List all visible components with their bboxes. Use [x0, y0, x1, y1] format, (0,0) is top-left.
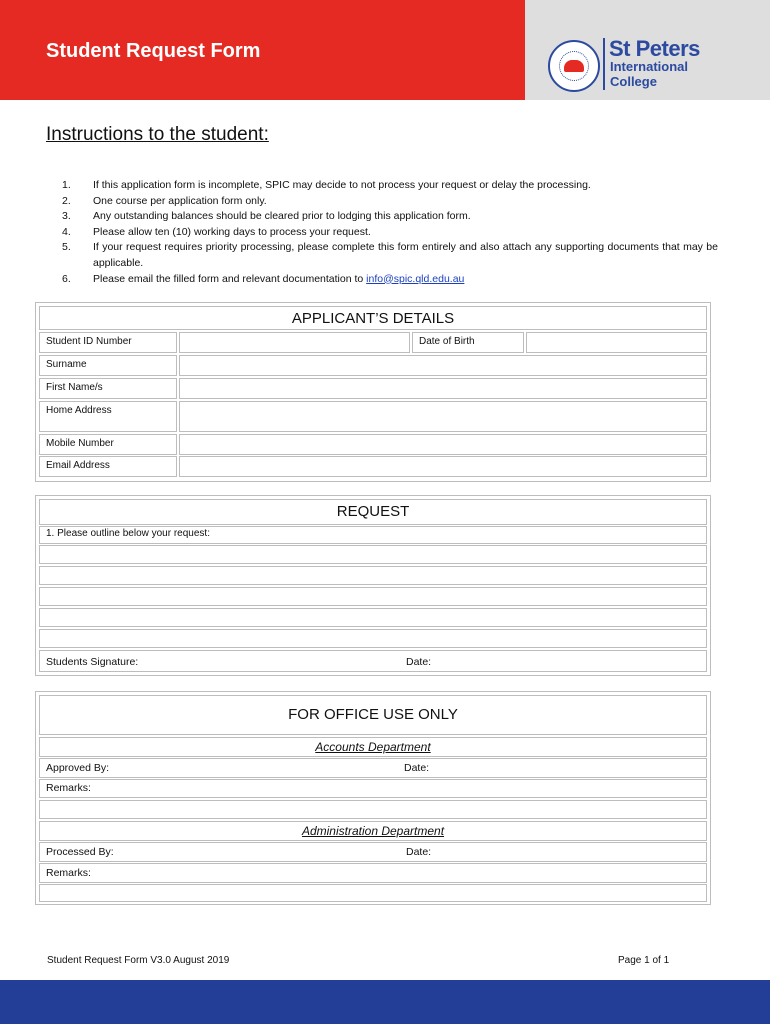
approved-by-row[interactable]: [39, 758, 707, 778]
surname-field[interactable]: [179, 355, 707, 376]
signature-row[interactable]: [39, 650, 707, 672]
home-address-field[interactable]: [179, 401, 707, 432]
processed-by-row[interactable]: [39, 842, 707, 862]
first-name-label: First Name/s: [39, 378, 177, 399]
instruction-item: 5. If your request requires priority processing, please complete this form entirely and also attach any supporting documents that may be applicable.: [62, 241, 718, 269]
footer-page-number: Page 1 of 1: [618, 955, 670, 966]
logo-subtitle-line2: College: [610, 74, 657, 89]
student-id-field[interactable]: [179, 332, 410, 353]
email-address-label: Email Address: [39, 456, 177, 477]
request-line-5[interactable]: [39, 629, 707, 648]
applicant-section-title: APPLICANT’S DETAILS: [291, 310, 455, 327]
logo-subtitle-line1: International: [610, 59, 689, 74]
dob-label: Date of Birth: [412, 332, 524, 353]
request-outline-label: 1. Please outline below your request:: [39, 526, 707, 544]
request-line-1[interactable]: [39, 545, 707, 564]
mobile-number-label: Mobile Number: [39, 434, 177, 455]
student-id-label: Student ID Number: [39, 332, 177, 353]
request-line-2[interactable]: [39, 566, 707, 585]
page-title: Student Request Form: [46, 40, 261, 62]
processed-date-label: Date:: [406, 846, 432, 858]
accounts-department-heading: Accounts Department: [315, 740, 431, 754]
dob-field[interactable]: [526, 332, 707, 353]
instructions-list: [62, 178, 718, 287]
approved-by-label: Approved By:: [46, 762, 110, 774]
administration-department-heading: Administration Department: [301, 824, 445, 838]
remarks-label: Remarks:: [46, 782, 91, 794]
request-line-4[interactable]: [39, 608, 707, 627]
instructions-heading: Instructions to the student:: [46, 124, 269, 145]
remarks-line-2[interactable]: [39, 884, 707, 902]
instruction-item: 4. Please allow ten (10) working days to process your request.: [62, 225, 371, 238]
processed-by-label: Processed By:: [46, 846, 114, 858]
logo-divider: [603, 38, 605, 90]
request-line-3[interactable]: [39, 587, 707, 606]
footer-version: Student Request Form V3.0 August 2019: [47, 955, 230, 966]
remarks-label-2: Remarks:: [46, 867, 91, 879]
remarks-row-2[interactable]: [39, 863, 707, 883]
first-name-field[interactable]: [179, 378, 707, 399]
office-section-title: FOR OFFICE USE ONLY: [288, 706, 458, 723]
request-date-label: Date:: [406, 656, 432, 668]
instruction-item: 3. Any outstanding balances should be cleared prior to lodging this application form.: [62, 210, 471, 223]
request-section-title: REQUEST: [336, 503, 410, 520]
home-address-label: Home Address: [39, 401, 177, 432]
mobile-number-field[interactable]: [179, 434, 707, 455]
email-address-field[interactable]: [179, 456, 707, 477]
students-signature-label: Students Signature:: [46, 656, 139, 668]
instruction-item: 1. If this application form is incomplete, SPIC may decide to not process your request or delay the processing.: [62, 179, 591, 191]
email-link[interactable]: info@spic.qld.edu.au: [366, 272, 465, 285]
college-seal-icon: [548, 40, 600, 92]
approved-date-label: Date:: [404, 762, 430, 774]
instruction-item: 2. One course per application form only.: [62, 194, 267, 207]
remarks-line[interactable]: [39, 800, 707, 819]
footer-bar: [0, 980, 770, 1024]
remarks-row[interactable]: [39, 779, 707, 798]
logo-name: St Peters: [609, 36, 700, 61]
instruction-item: 6. Please email the filled form and relevant documentation to info@spic.qld.edu.au: [62, 272, 465, 285]
surname-label: Surname: [39, 355, 177, 376]
